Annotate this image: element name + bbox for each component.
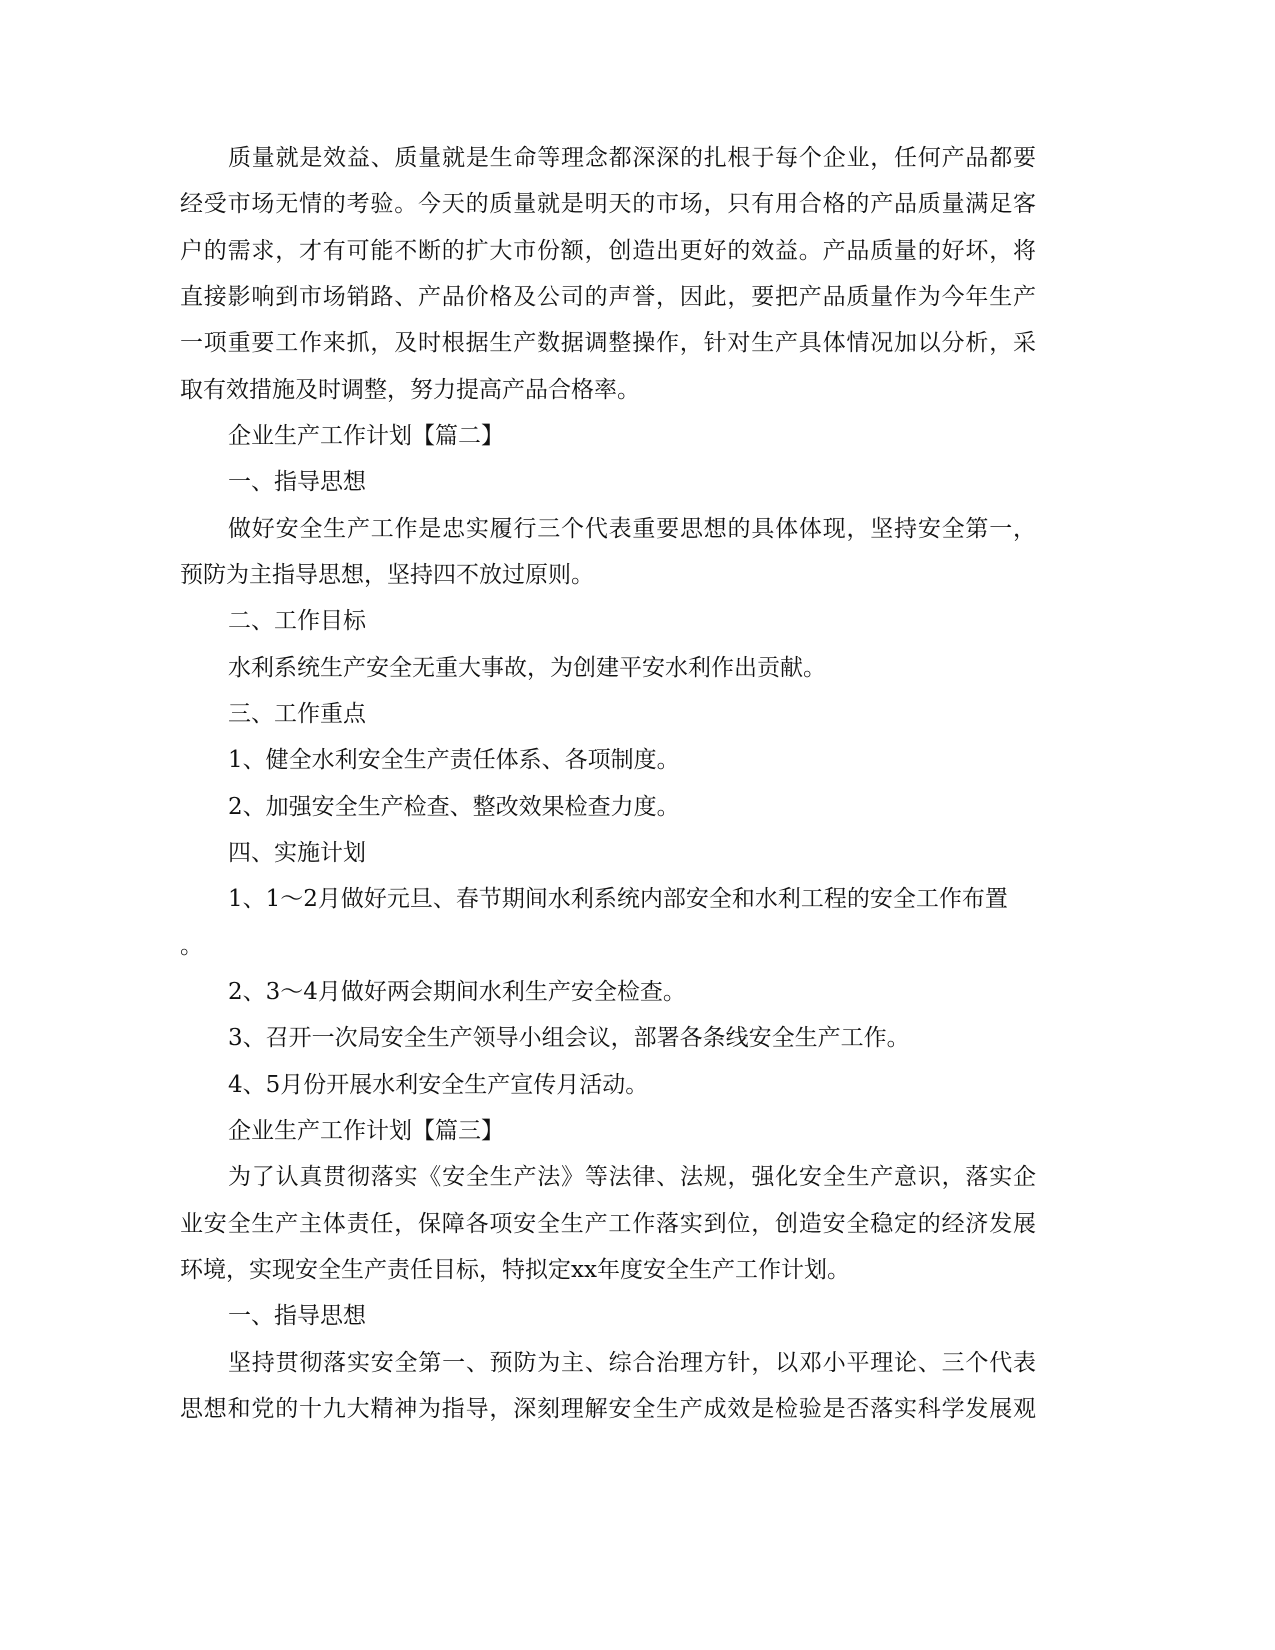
paragraph-line: 水利系统生产安全无重大事故，为创建平安水利作出贡献。 [228,655,826,681]
paragraph-line: 经受市场无情的考验。今天的质量就是明天的市场，只有用合格的产品质量满足客 [180,191,1036,217]
paragraph-line: 做好安全生产工作是忠实履行三个代表重要思想的具体体现，坚持安全第一， [228,516,1036,542]
section-title: 企业生产工作计划【篇三】 [228,1118,504,1144]
section-heading: 三、工作重点 [228,701,366,727]
list-item: 3、召开一次局安全生产领导小组会议，部署各条线安全生产工作。 [228,1025,910,1051]
list-item: 1、1～2月做好元旦、春节期间水利系统内部安全和水利工程的安全工作布置 [228,886,1008,912]
paragraph-line: 坚持贯彻落实安全第一、预防为主、综合治理方针，以邓小平理论、三个代表 [228,1350,1036,1376]
section-heading: 四、实施计划 [228,840,366,866]
list-item-tail: 。 [180,933,203,959]
paragraph-line: 户的需求，才有可能不断的扩大市份额，创造出更好的效益。产品质量的好坏，将 [180,238,1036,264]
paragraph-line: 为了认真贯彻落实《安全生产法》等法律、法规，强化安全生产意识，落实企 [228,1164,1036,1190]
list-item: 1、健全水利安全生产责任体系、各项制度。 [228,747,680,773]
section-heading: 一、指导思想 [228,469,366,495]
list-item: 4、5月份开展水利安全生产宣传月活动。 [228,1072,649,1098]
paragraph-line: 一项重要工作来抓，及时根据生产数据调整操作，针对生产具体情况加以分析，采 [180,330,1036,356]
paragraph-line: 质量就是效益、质量就是生命等理念都深深的扎根于每个企业，任何产品都要 [228,145,1036,171]
paragraph-line: 环境，实现安全生产责任目标，特拟定xx年度安全生产工作计划。 [180,1257,850,1283]
section-heading: 一、指导思想 [228,1303,366,1329]
paragraph-line: 取有效措施及时调整，努力提高产品合格率。 [180,377,640,403]
list-item: 2、加强安全生产检查、整改效果检查力度。 [228,794,680,820]
paragraph-line: 业安全生产主体责任，保障各项安全生产工作落实到位，创造安全稳定的经济发展 [180,1211,1036,1237]
list-item: 2、3～4月做好两会期间水利生产安全检查。 [228,979,686,1005]
section-heading: 二、工作目标 [228,608,366,634]
section-title: 企业生产工作计划【篇二】 [228,423,504,449]
paragraph-line: 直接影响到市场销路、产品价格及公司的声誉，因此，要把产品质量作为今年生产 [180,284,1036,310]
paragraph-line: 思想和党的十九大精神为指导，深刻理解安全生产成效是检验是否落实科学发展观 [180,1396,1036,1422]
paragraph-line: 预防为主指导思想，坚持四不放过原则。 [180,562,594,588]
